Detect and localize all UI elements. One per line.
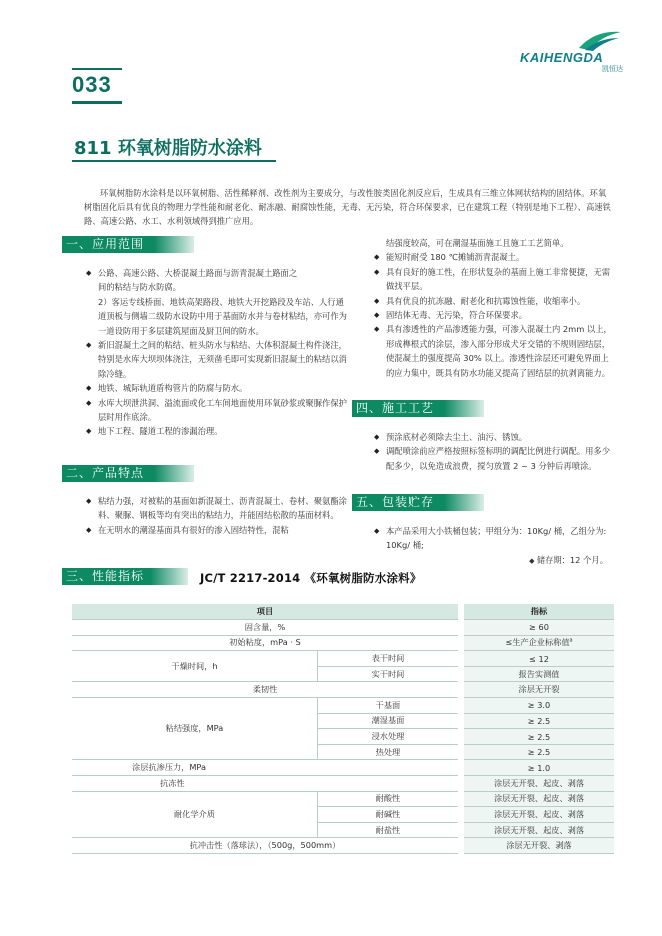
logo-brand-text: KAIHENGDA: [520, 50, 604, 65]
bullet-icon: ◆: [374, 527, 380, 535]
table-header-item: 项目: [72, 604, 458, 620]
bullet-icon: ◆: [374, 296, 380, 305]
list-item: ◆ 固结体无毒、无污染，符合环保要求。: [372, 308, 612, 322]
list-item: ◆ 公路、高速公路、大桥混凝土路面与沥青混凝土路面之 间的粘结与防水防腐。: [86, 268, 298, 293]
section-heading-features: 二、产品特点: [62, 465, 194, 482]
bullet-icon: ◆: [86, 384, 92, 393]
list-item: ◆ 在无明水的潮湿基面具有很好的渗入固结特性，混粘: [84, 523, 352, 537]
list-item: ◆ 水库大坝泄洪洞、溢流面或化工车间地面使用环氧砂浆或聚脲作保护层时用作底涂。: [86, 397, 347, 423]
bullet-icon: ◆: [86, 497, 92, 505]
packaging-list: [372, 524, 612, 568]
section-heading-construction: 四、施工工艺: [352, 400, 484, 417]
list-item: ◆ 地下工程、隧道工程的渗漏治理。: [84, 424, 352, 438]
logo-sub-text: 凯恒达: [602, 65, 623, 73]
list-item: 2）客运专线桥面、地铁高架路段、地铁大开挖路段及车站、人行通道顶板与侧墙二级防水设防中用于基面防水并与卷材粘结，亦可作为一道设防用于多层建筑屋面及厨卫间的防水。: [98, 296, 347, 336]
bullet-icon: ◆: [529, 556, 537, 565]
list-item: ◆ 本产品采用大小铁桶包装；甲组分为：10Kg/ 桶，乙组分为: 10Kg/ 桶;: [374, 526, 607, 551]
table-row: 耐盐性 涂层无开裂、起皮、剥落: [72, 822, 614, 838]
standard-reference: JC/T 2217-2014 《环氧树脂防水涂料》: [200, 571, 422, 585]
page-title: 811 环氧树脂防水涂料: [74, 138, 262, 159]
bullet-icon: ◆: [374, 253, 380, 262]
list-item: ◆ 具有优良的抗冻融、耐老化和抗霉蚀性能，收缩率小。: [372, 294, 612, 308]
section-heading-performance: 三、性能指标: [62, 568, 188, 585]
bullet-icon: ◆: [86, 427, 92, 436]
features-list-left: [84, 494, 352, 537]
list-item: ◆ 能短时耐受 180 ℃摊铺沥青混凝土。: [372, 250, 612, 264]
table-row: 抗冻性 涂层无开裂、起皮、剥落: [72, 776, 614, 792]
table-row: 干燥时间，h 表干时间 ≤ 12: [72, 651, 614, 667]
bullet-icon: ◆: [86, 525, 92, 534]
list-item: ◆ 具有良好的施工性，在形状复杂的基面上施工非常便捷，无需做找平层。: [374, 266, 611, 292]
list-item: ◆ 具有渗透性的产品渗透能力强，可渗入混凝土内 2mm 以上，形成榫根式的涂层，渗入部分形成犬牙交错的不规则固结层，使混凝土的强度提高 30% 以上。渗透性涂层还可避免界面上的应力集中，既具有防水功能又提高了固结层的抗剥离能力。: [374, 324, 612, 378]
section-heading-packaging: 五、包装贮存: [352, 494, 484, 511]
bullet-icon: ◆: [86, 269, 92, 277]
table-header-row: [72, 604, 614, 620]
table-row: 柔韧性 涂层无开裂: [72, 682, 614, 698]
table-row: 热处理 ≥ 2.5: [72, 744, 614, 760]
bullet-icon: ◆: [86, 341, 92, 350]
performance-table: [72, 604, 614, 854]
list-item: 结强度较高，可在潮湿基面施工且施工工艺简单。: [386, 238, 569, 248]
top-rule: [72, 68, 122, 70]
application-list: [84, 266, 352, 439]
bullet-icon: ◆: [374, 267, 380, 276]
bullet-icon: ◆: [374, 447, 380, 456]
table-row: 浸水处理 ≥ 2.5: [72, 729, 614, 745]
table-row: 耐化学介质 耐酸性 涂层无开裂、起皮、剥落: [72, 791, 614, 807]
bullet-icon: ◆: [374, 311, 380, 320]
list-item: ◆ 预涂底材必须除去尘土、油污、锈蚀。: [372, 430, 612, 444]
bullet-icon: ◆: [86, 398, 92, 407]
table-row: 粘结强度，MPa 干基面 ≥ 3.0: [72, 698, 614, 714]
construction-list: [372, 430, 612, 473]
table-row: 固含量，% ≥ 60: [72, 620, 614, 636]
table-row: 初始粘度，mPa · S ≤生产企业标称值$^a$: [72, 635, 614, 651]
table-row: 涂层抗渗压力，MPa ≥ 1.0: [72, 760, 614, 776]
list-item: ◆ 粘结力强，对被粘的基面如新混凝土、沥青混凝土、卷材、聚氨酯涂料、聚脲、钢板等均有突出的粘结力，并能固结松散的基面材料。: [86, 496, 347, 521]
table-row: 耐碱性 涂层无开裂、起皮、剥落: [72, 807, 614, 823]
features-list-right: [372, 236, 612, 380]
list-item: ◆ 调配喷涂前应严格按照标签标明的调配比例进行调配。用多少配多少，以免造成浪费，搅匀放置 2 ~ 3 分钟后再喷涂。: [374, 446, 611, 471]
section-heading-application: 一、应用范围: [62, 236, 194, 253]
page-number: 033: [72, 72, 112, 97]
bullet-icon: ◆: [374, 433, 380, 441]
list-item: ◆ 地铁、城际轨道盾构管片的防腐与防水。: [84, 381, 352, 395]
table-row: 实干时间 报告实测值: [72, 666, 614, 682]
bullet-icon: ◆: [374, 325, 380, 334]
table-header-value: 指标: [464, 604, 614, 620]
table-row: 潮湿基面 ≥ 2.5: [72, 713, 614, 729]
list-item: ◆ 新旧混凝土之间的粘结、桩头防水与粘结、大体积混凝土构件浇注，特别是水库大坝坝体浇注，无须凿毛即可实现新旧混凝土的粘结以消除冷缝。: [86, 340, 347, 379]
title-rule: [72, 160, 276, 162]
intro-paragraph: 环氧树脂防水涂料是以环氧树脂、活性稀释剂、改性剂为主要成分，与改性胺类固化剂反应后，生成具有三维立体网状结构的固结体。环氧树脂固化后具有优良的物理力学性能和耐老化、耐冻融、耐腐蚀性能，无毒、无污染，符合环保要求，已在建筑工程（特别是地下工程）、高速铁路、高速公路、水工、水利领域得到推广应用。: [84, 188, 611, 227]
logo-swoosh-icon: [575, 28, 625, 52]
page-number-rule: [72, 101, 122, 104]
list-item: ◆ 储存期：12 个月。: [529, 554, 608, 565]
table-row: 抗冲击性（落球法），（500g，500mm） 涂层无开裂、剥落: [72, 838, 614, 854]
brand-logo: [520, 28, 630, 78]
